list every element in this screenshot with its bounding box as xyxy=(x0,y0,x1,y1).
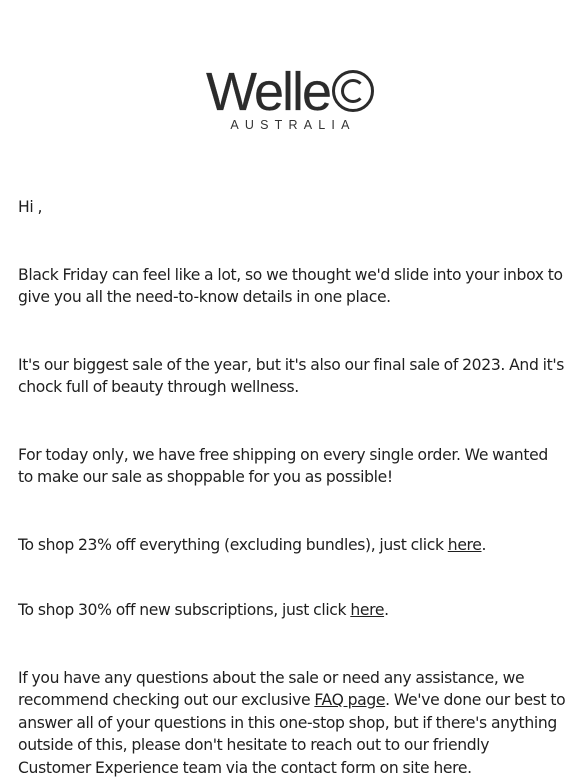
faq-page-link[interactable]: FAQ page xyxy=(314,691,385,709)
paragraph-support xyxy=(18,667,566,779)
logo-subtitle: AUSTRALIA xyxy=(0,118,580,132)
shop-discount-link[interactable]: here xyxy=(448,536,482,554)
paragraph-intro: Black Friday can feel like a lot, so we thought we'd slide into your inbox to give you all the need-to-know details in one place. xyxy=(18,264,566,309)
shop-discount-period: . xyxy=(482,536,487,554)
support-text-1: If you have any questions about the sale or need any assistance, we recommend checking out our exclusive xyxy=(18,669,524,710)
subscriptions-link[interactable]: here xyxy=(350,601,384,619)
shop-discount-text: To shop 23% off everything (excluding bundles), just click xyxy=(18,536,448,554)
brand-logo[interactable] xyxy=(0,62,580,132)
support-period: . xyxy=(467,759,472,777)
paragraph-sale-info: It's our biggest sale of the year, but it's also our final sale of 2023. And it's chock full of beauty through wellness. xyxy=(18,354,566,399)
logo-co-ring-icon xyxy=(332,70,374,112)
contact-form-link[interactable]: here xyxy=(433,759,467,777)
paragraph-shop-discount xyxy=(18,534,566,557)
subscriptions-text: To shop 30% off new subscriptions, just click xyxy=(18,601,350,619)
paragraph-free-shipping: For today only, we have free shipping on every single order. We wanted to make our sale as shoppable for you as possible! xyxy=(18,444,566,489)
paragraph-subscriptions xyxy=(18,599,566,622)
logo-wordmark xyxy=(206,62,374,122)
logo-brand-text: Welle xyxy=(206,62,330,122)
email-body xyxy=(18,196,566,779)
greeting: Hi , xyxy=(18,196,566,219)
subscriptions-period: . xyxy=(384,601,389,619)
support-text-2: . We've done our best to answer all of your questions in this one-stop shop, but if there's anything outside of this, please don't hesitate to reach out to our friendly Customer Experience team via the contact form on site xyxy=(18,691,565,777)
